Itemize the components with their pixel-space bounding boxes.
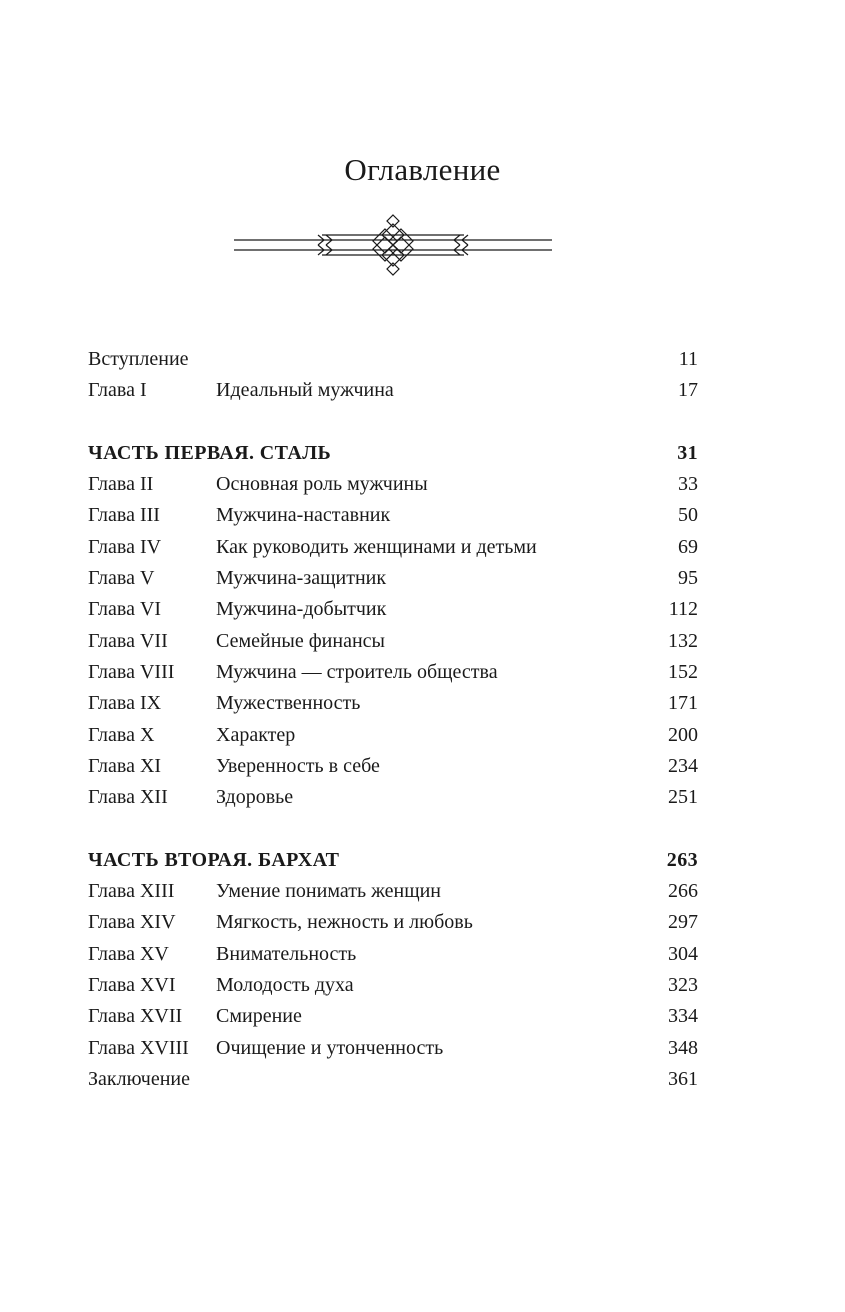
chapter-label: Глава III (88, 504, 160, 527)
chapter-title: Мягкость, нежность и любовь (216, 911, 473, 934)
page-number: 152 (668, 660, 698, 683)
chapter-title: Мужчина-защитник (216, 567, 387, 590)
chapter-title: Внимательность (216, 942, 357, 965)
chapter-label: Глава I (88, 379, 147, 402)
chapter-title: Мужчина — строитель общества (216, 660, 498, 683)
page-number: 69 (678, 535, 698, 558)
chapter-title: Очищение и утонченность (216, 1036, 444, 1059)
toc-entry-chapter-17[interactable] (88, 1001, 698, 1032)
chapter-label: Глава VI (88, 598, 162, 621)
entry-label: Вступление (88, 348, 189, 370)
toc-entry-chapter-6[interactable] (88, 594, 698, 625)
toc-entry-chapter-7[interactable] (88, 626, 698, 657)
chapter-title: Идеальный мужчина (216, 379, 394, 402)
chapter-label: Глава XVII (88, 1005, 183, 1028)
chapter-label: Глава XIV (88, 911, 176, 934)
page-number: 132 (668, 629, 698, 652)
page-number: 11 (678, 348, 698, 370)
toc-entry-chapter-10[interactable] (88, 720, 698, 751)
page-number: 31 (677, 441, 698, 464)
chapter-label: Глава XVIII (88, 1036, 189, 1059)
page-number: 95 (678, 567, 698, 590)
page-number: 251 (668, 786, 698, 809)
page-number: 33 (678, 473, 698, 496)
page-number: 17 (678, 379, 698, 402)
chapter-title: Как руководить женщинами и детьми (216, 535, 537, 558)
page-number: 171 (668, 692, 698, 715)
toc-entry-chapter-13[interactable] (88, 876, 698, 907)
chapter-label: Глава VII (88, 629, 168, 652)
chapter-label: Глава IX (88, 692, 162, 715)
page-number: 323 (668, 973, 698, 996)
table-of-contents (88, 344, 698, 1095)
chapter-title: Уверенность в себе (216, 754, 380, 777)
chapter-title: Умение понимать женщин (216, 880, 442, 903)
chapter-title: Основная роль мужчины (216, 473, 428, 496)
toc-entry-chapter-4[interactable] (88, 532, 698, 563)
chapter-title: Мужчина-наставник (216, 504, 391, 527)
page-number: 112 (668, 598, 698, 621)
toc-entry-chapter-15[interactable] (88, 939, 698, 970)
page-number: 263 (666, 848, 698, 871)
toc-entry-chapter-9[interactable] (88, 688, 698, 719)
toc-entry-chapter-16[interactable] (88, 970, 698, 1001)
page-number: 234 (668, 754, 698, 777)
chapter-title: Мужественность (216, 692, 361, 715)
toc-entry-chapter-3[interactable] (88, 500, 698, 531)
part-label: ЧАСТЬ ПЕРВАЯ. СТАЛЬ (88, 441, 332, 464)
chapter-label: Глава II (88, 473, 154, 496)
chapter-title: Семейные финансы (216, 629, 385, 652)
toc-entry-chapter-1[interactable] (88, 375, 698, 406)
page-number: 334 (668, 1005, 698, 1028)
chapter-title: Молодость духа (216, 973, 354, 996)
toc-entry-chapter-14[interactable] (88, 907, 698, 938)
chapter-label: Глава VIII (88, 660, 175, 683)
chapter-title: Характер (216, 723, 296, 746)
page-title: Оглавление (344, 152, 501, 187)
page-number: 266 (668, 880, 698, 903)
chapter-label: Глава XI (88, 754, 162, 777)
chapter-label: Глава X (88, 723, 155, 746)
chapter-title: Мужчина-добытчик (216, 598, 387, 621)
toc-entry-conclusion[interactable] (88, 1064, 698, 1095)
toc-entry-chapter-11[interactable] (88, 751, 698, 782)
chapter-label: Глава XII (88, 786, 168, 809)
page-number: 348 (668, 1036, 698, 1059)
page-number: 200 (668, 723, 698, 746)
page-number: 50 (678, 504, 698, 527)
part-label: ЧАСТЬ ВТОРАЯ. БАРХАТ (88, 848, 340, 871)
chapter-label: Глава IV (88, 535, 162, 558)
toc-entry-intro[interactable] (88, 344, 698, 375)
decorative-divider-ornament (232, 212, 554, 278)
chapter-title: Здоровье (216, 786, 294, 809)
toc-part-heading-velvet[interactable] (88, 845, 698, 876)
chapter-label: Глава V (88, 567, 155, 590)
page-number: 297 (668, 911, 698, 934)
toc-part-heading-steel[interactable] (88, 438, 698, 469)
chapter-label: Глава XVI (88, 973, 176, 996)
toc-entry-chapter-18[interactable] (88, 1033, 698, 1064)
page-number: 361 (668, 1067, 698, 1090)
chapter-label: Глава XIII (88, 880, 175, 903)
toc-entry-chapter-12[interactable] (88, 782, 698, 813)
toc-entry-chapter-8[interactable] (88, 657, 698, 688)
page-number: 304 (668, 942, 698, 965)
toc-entry-chapter-5[interactable] (88, 563, 698, 594)
chapter-title: Смирение (216, 1005, 302, 1028)
entry-label: Заключение (88, 1067, 190, 1090)
toc-entry-chapter-2[interactable] (88, 469, 698, 500)
chapter-label: Глава XV (88, 942, 169, 965)
